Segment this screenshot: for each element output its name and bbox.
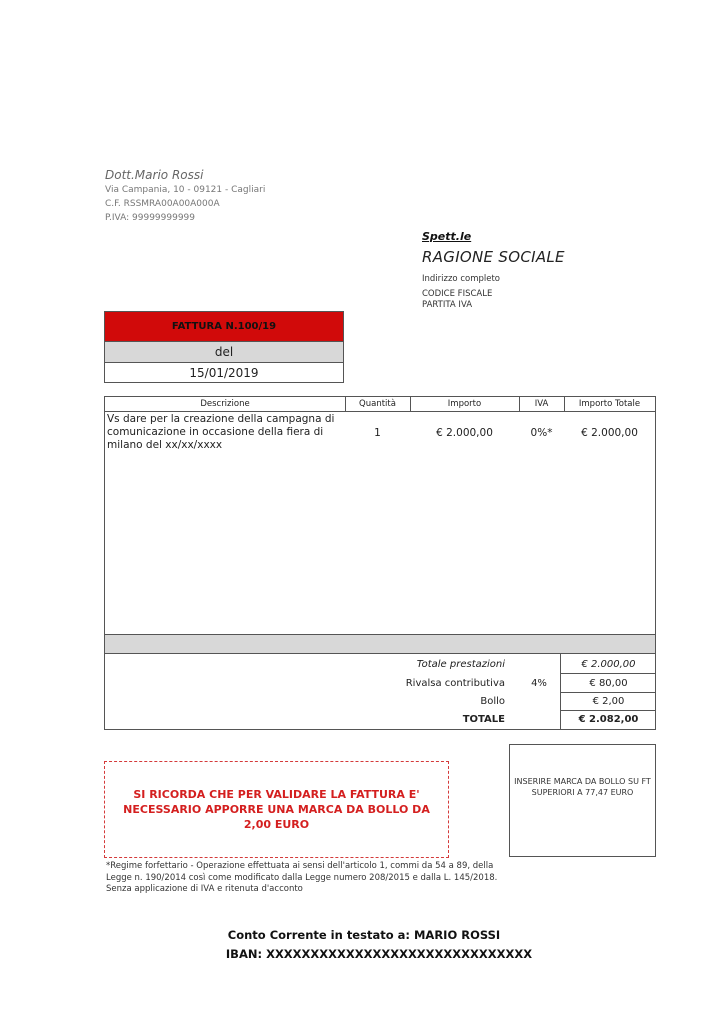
header-importo-totale: Importo Totale <box>564 397 655 412</box>
recipient-spett: Spett.le <box>422 230 472 243</box>
row-quantita: 1 <box>374 427 381 439</box>
totale-prestazioni-label: Totale prestazioni <box>416 659 505 670</box>
invoice-title: FATTURA N.100/19 <box>105 312 343 342</box>
recipient-indirizzo: Indirizzo completo <box>422 274 501 284</box>
header-importo: Importo <box>410 397 519 412</box>
rivalsa-percent: 4% <box>531 678 547 689</box>
totale-value: € 2.082,00 <box>578 714 639 725</box>
recipient-ragione-sociale: RAGIONE SOCIALE <box>422 248 565 266</box>
stamp-placeholder-box <box>509 744 656 857</box>
items-table <box>104 396 656 730</box>
bollo-value: € 2,00 <box>561 693 656 711</box>
sender-address: Via Campania, 10 - 09121 - Cagliari <box>105 185 266 195</box>
bollo-label: Bollo <box>480 696 505 707</box>
recipient-partita-iva: PARTITA IVA <box>422 300 473 310</box>
stamp-reminder-box <box>104 761 449 858</box>
stamp-placeholder-text: INSERIRE MARCA DA BOLLO SU FT SUPERIORI A 77,47 EURO <box>514 777 651 797</box>
sender-piva: P.IVA: 99999999999 <box>105 213 195 223</box>
header-quantita: Quantità <box>345 397 410 412</box>
rivalsa-label: Rivalsa contributiva <box>405 678 505 689</box>
header-iva: IVA <box>519 397 564 412</box>
totale-label: TOTALE <box>462 714 505 725</box>
col-divider <box>410 397 411 412</box>
invoice-date: 15/01/2019 <box>189 365 259 380</box>
sender-name: Dott.Mario Rossi <box>105 168 204 182</box>
row-importo-totale: € 2.000,00 <box>581 427 638 439</box>
bank-iban: IBAN: XXXXXXXXXXXXXXXXXXXXXXXXXXXXXX <box>225 947 533 961</box>
table-separator-band <box>105 634 655 654</box>
stamp-reminder-text: SI RICORDA CHE PER VALIDARE LA FATTURA E' NECESSARIO APPORRE UNA MARCA DA BOLLO DA 2,00 EURO <box>123 788 430 831</box>
col-divider <box>345 397 346 412</box>
tax-regime-footnote: *Regime forfettario - Operazione effettuata ai sensi dell'articolo 1, commi da 54 a 89, della Legge n. 190/2014 così come modificato dalla Legge numero 208/2015 e dalla L. 145/2018. Senza applicazione di IVA e ritenuta d'acconto <box>106 861 498 894</box>
col-divider <box>564 397 565 412</box>
invoice-del-label: del <box>105 342 343 363</box>
row-descrizione: Vs dare per la creazione della campagna di comunicazione in occasione della fiera di milano del xx/xx/xxxx <box>107 413 335 451</box>
invoice-number-box <box>104 311 344 383</box>
sender-cf: C.F. RSSMRA00A00A000A <box>105 199 220 209</box>
header-descrizione: Descrizione <box>105 397 345 412</box>
recipient-codice-fiscale: CODICE FISCALE <box>422 289 493 299</box>
col-divider <box>519 397 520 412</box>
row-iva: 0%* <box>530 427 553 439</box>
row-importo: € 2.000,00 <box>436 427 493 439</box>
totale-prestazioni-value: € 2.000,00 <box>561 656 656 674</box>
bank-account-holder: Conto Corrente in testato a: MARIO ROSSI <box>227 928 501 942</box>
rivalsa-value: € 80,00 <box>561 674 656 693</box>
